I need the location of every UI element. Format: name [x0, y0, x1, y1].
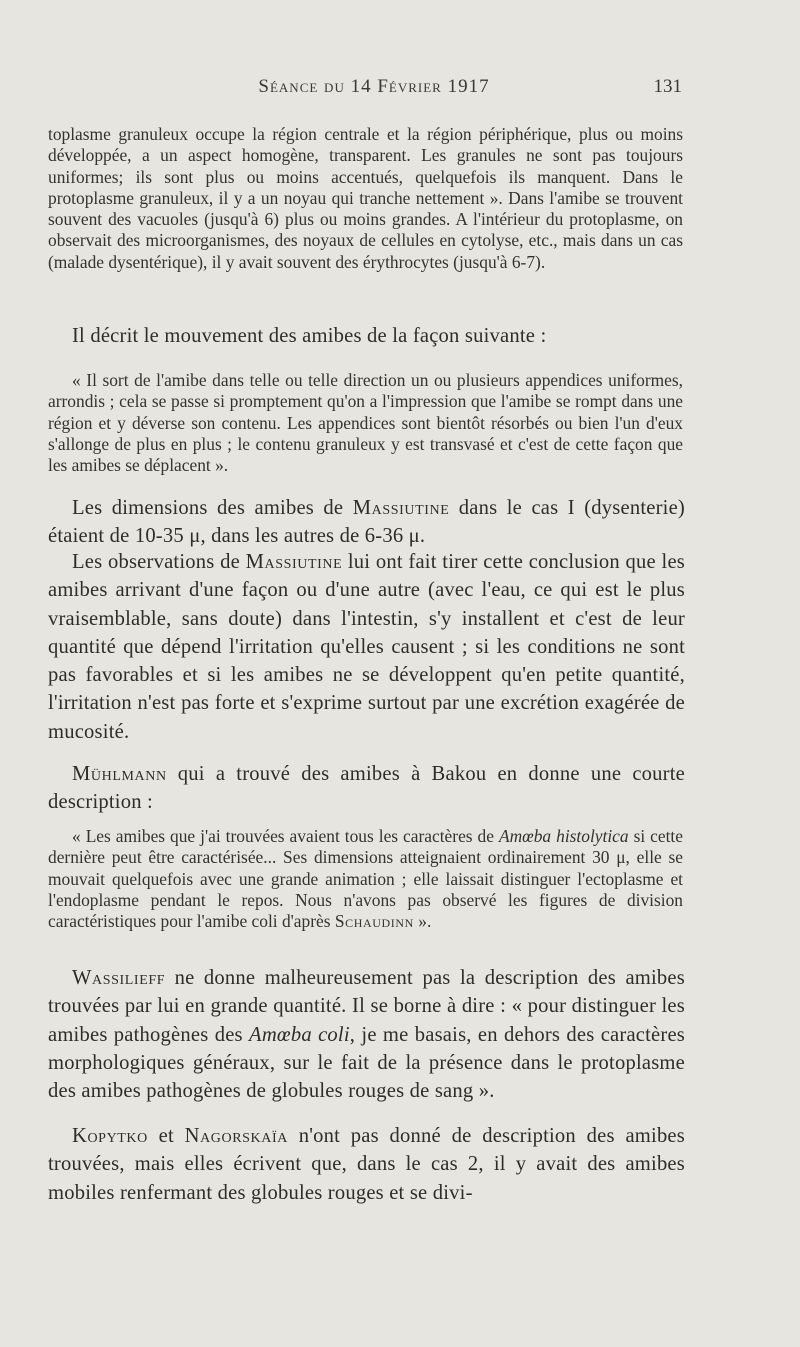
author-name: Massiutine [352, 497, 450, 519]
text-segment: qui a trouvé des amibes à Bakou en donne une courte description : [48, 763, 685, 814]
text-segment: et [147, 1125, 185, 1147]
text-segment: ». [413, 911, 432, 932]
text-segment: , je me basais, en dehors des caractères morphologiques généraux, sur le fait de la présence dans le protoplasme des amibes pathogènes de globules rouges de sang ». [48, 1023, 685, 1103]
text-segment: Les dimensions des amibes de [72, 497, 353, 519]
author-name: Mühlmann [72, 763, 167, 785]
running-title: Séance du 14 Février 1917 [258, 76, 490, 97]
text-segment: lui ont fait tirer cette conclusion que les amibes arrivant d'une façon ou d'une autre (avec l'eau, ce qui est le plus vraisemblable, sans doute) dans l'intestin, s'y installent et c'est de leur quantité que dépend l'irritation qu'elles causent ; si les conditions ne sont pas favorables et si les amibes ne se développent qu'en petite quantité, l'irritation n'est pas forte et s'exprime surtout par une excrétion exagérée de mucosité. [48, 551, 686, 743]
quote-amoeba-movement: « Il sort de l'amibe dans telle ou telle direction un ou plusieurs appendices uniformes, arrondis ; cela se passe si promptement qu'on a l'impression que l'amibe se rompt dans une région et y déverse son contenu. Les appendices sont bientôt résorbés ou bien l'un d'eux s'allonge de plus en plus ; le contenu granuleux y est transvasé et c'est de cette façon que les amibes se déplacent ». [48, 370, 683, 476]
paragraph-conclusion [48, 548, 685, 746]
text-segment: n'ont pas donné de description des amibes trouvées, mais elles écrivent que, dans le cas 2, il y avait des amibes mobiles renfermant des globules rouges et se divi- [48, 1125, 685, 1204]
text-segment: Les observations de [72, 551, 246, 573]
species-name: Amœba coli [249, 1023, 350, 1046]
text-segment: « Les amibes que j'ai trouvées avaient tous les caractères de [72, 826, 499, 846]
paragraph-movement-intro: Il décrit le mouvement des amibes de la façon suivante : [72, 325, 547, 347]
text-segment: si cette dernière peut être caractérisée... Ses dimensions atteignaient ordinairement 30 μ, elle se mouvait quelquefois avec une grande animation ; elle laissait distinguer l'ectoplasme et l'endoplasme pendant le repos. Nous n'avons pas observé les figures de division caractéristiques pour l'amibe coli d'après [48, 826, 683, 932]
author-name: Kopytko [72, 1125, 148, 1147]
paragraph-kopytko-nagorskaia [48, 1122, 685, 1207]
author-name: Wassilieff [72, 967, 166, 989]
paragraph-wassilieff [48, 964, 685, 1105]
page-number: 131 [653, 76, 682, 97]
paragraph-dimensions [48, 494, 685, 551]
author-name: Nagorskaïa [184, 1125, 288, 1147]
text-segment: ne donne malheureusement pas la description des amibes trouvées par lui en grande quantité. Il se borne à dire : « pour distinguer les amibes pathogènes des [48, 967, 685, 1046]
author-name: Massiutine [245, 551, 343, 573]
quote-muhlmann [48, 826, 683, 932]
paragraph-protoplasm-description: toplasme granuleux occupe la région centrale et la région périphérique, plus ou moins développée, a un aspect homogène, transparent. Les granules ne sont pas toujours uniformes; ils sont plus ou moins accentués, quelquefois ils manquent. Dans le protoplasme granuleux, il y a un noyau qui tranche nettement ». Dans l'amibe se trouvent souvent des vacuoles (jusqu'à 6) plus ou moins grandes. A l'intérieur du protoplasme, on observait des microorganismes, des noyaux de cellules en cytolyse, etc., mais dans un cas (malade dysentérique), il y avait souvent des érythrocytes (jusqu'à 6-7). [48, 124, 683, 272]
page-header [0, 76, 800, 110]
author-name: Schaudinn [334, 911, 414, 932]
species-name: Amœba histolytica [498, 826, 629, 846]
paragraph-muhlmann [48, 760, 685, 817]
text-segment: dans le cas I (dysenterie) étaient de 10-35 μ, dans les autres de 6-36 μ. [48, 497, 685, 548]
